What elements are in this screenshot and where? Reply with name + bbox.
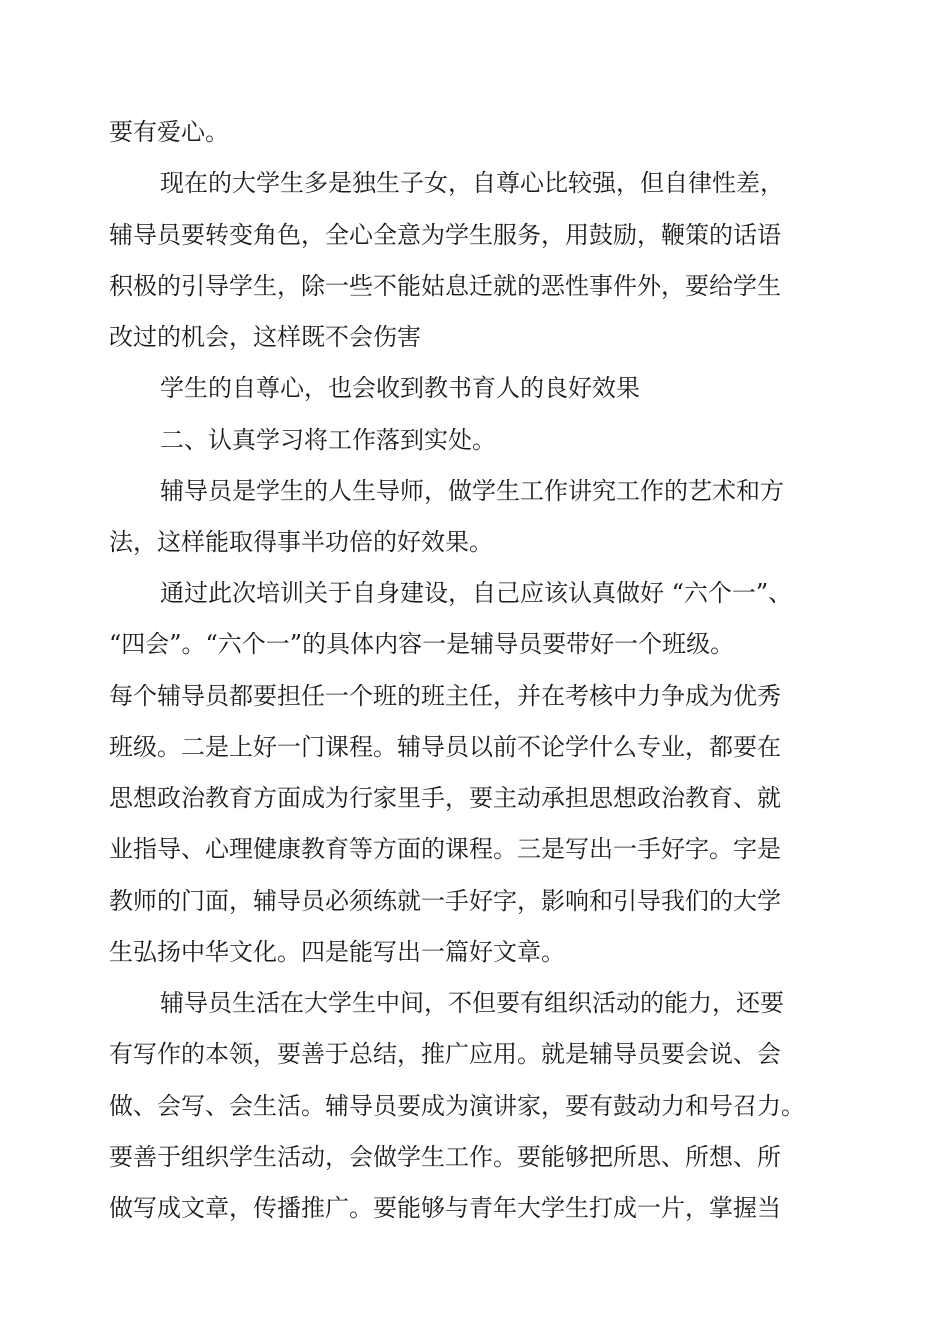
text-line: 改过的机会，这样既不会伤害 (109, 323, 421, 351)
text-line: 做写成文章，传播推广。要能够与青年大学生打成一片，掌握当 (109, 1194, 781, 1222)
text-line: 班级。二是上好一门课程。辅导员以前不论学什么专业，都要在 (109, 733, 781, 761)
text-line: 做、会写、会生活。辅导员要成为演讲家，要有鼓动力和号召力。 (109, 1092, 805, 1120)
text-line: 每个辅导员都要担任一个班的班主任，并在考核中力争成为优秀 (109, 682, 781, 710)
text-line: 有写作的本领，要善于总结，推广应用。就是辅导员要会说、会 (109, 1040, 781, 1068)
text-line: 要善于组织学生活动，会做学生工作。要能够把所思、所想、所 (109, 1143, 781, 1171)
text-line: 学生的自尊心，也会收到教书育人的良好效果 (160, 374, 640, 402)
text-line: 通过此次培训关于自身建设，自己应该认真做好 “六个一”、 (160, 579, 793, 607)
text-line: 业指导、心理健康教育等方面的课程。三是写出一手好字。字是 (109, 835, 781, 863)
text-line: 法，这样能取得事半功倍的好效果。 (109, 528, 493, 556)
text-line: 现在的大学生多是独生子女，自尊心比较强，但自律性差， (160, 169, 784, 197)
text-line: 辅导员要转变角色，全心全意为学生服务，用鼓励，鞭策的话语 (109, 221, 781, 249)
section-heading: 二、认真学习将工作落到实处。 (160, 426, 496, 454)
text-line: 教师的门面，辅导员必须练就一手好字，影响和引导我们的大学 (109, 887, 781, 915)
text-line: 思想政治教育方面成为行家里手，要主动承担思想政治教育、就 (109, 784, 781, 812)
text-line: 辅导员生活在大学生中间，不但要有组织活动的能力，还要 (160, 989, 784, 1017)
text-line: 生弘扬中华文化。四是能写出一篇好文章。 (109, 938, 565, 966)
text-line: “四会”。“六个一”的具体内容一是辅导员要带好一个班级。 (109, 630, 735, 658)
text-line: 积极的引导学生，除一些不能姑息迁就的恶性事件外，要给学生 (109, 272, 781, 300)
text-line: 辅导员是学生的人生导师，做学生工作讲究工作的艺术和方 (160, 477, 784, 505)
text-line: 要有爱心。 (109, 118, 229, 146)
